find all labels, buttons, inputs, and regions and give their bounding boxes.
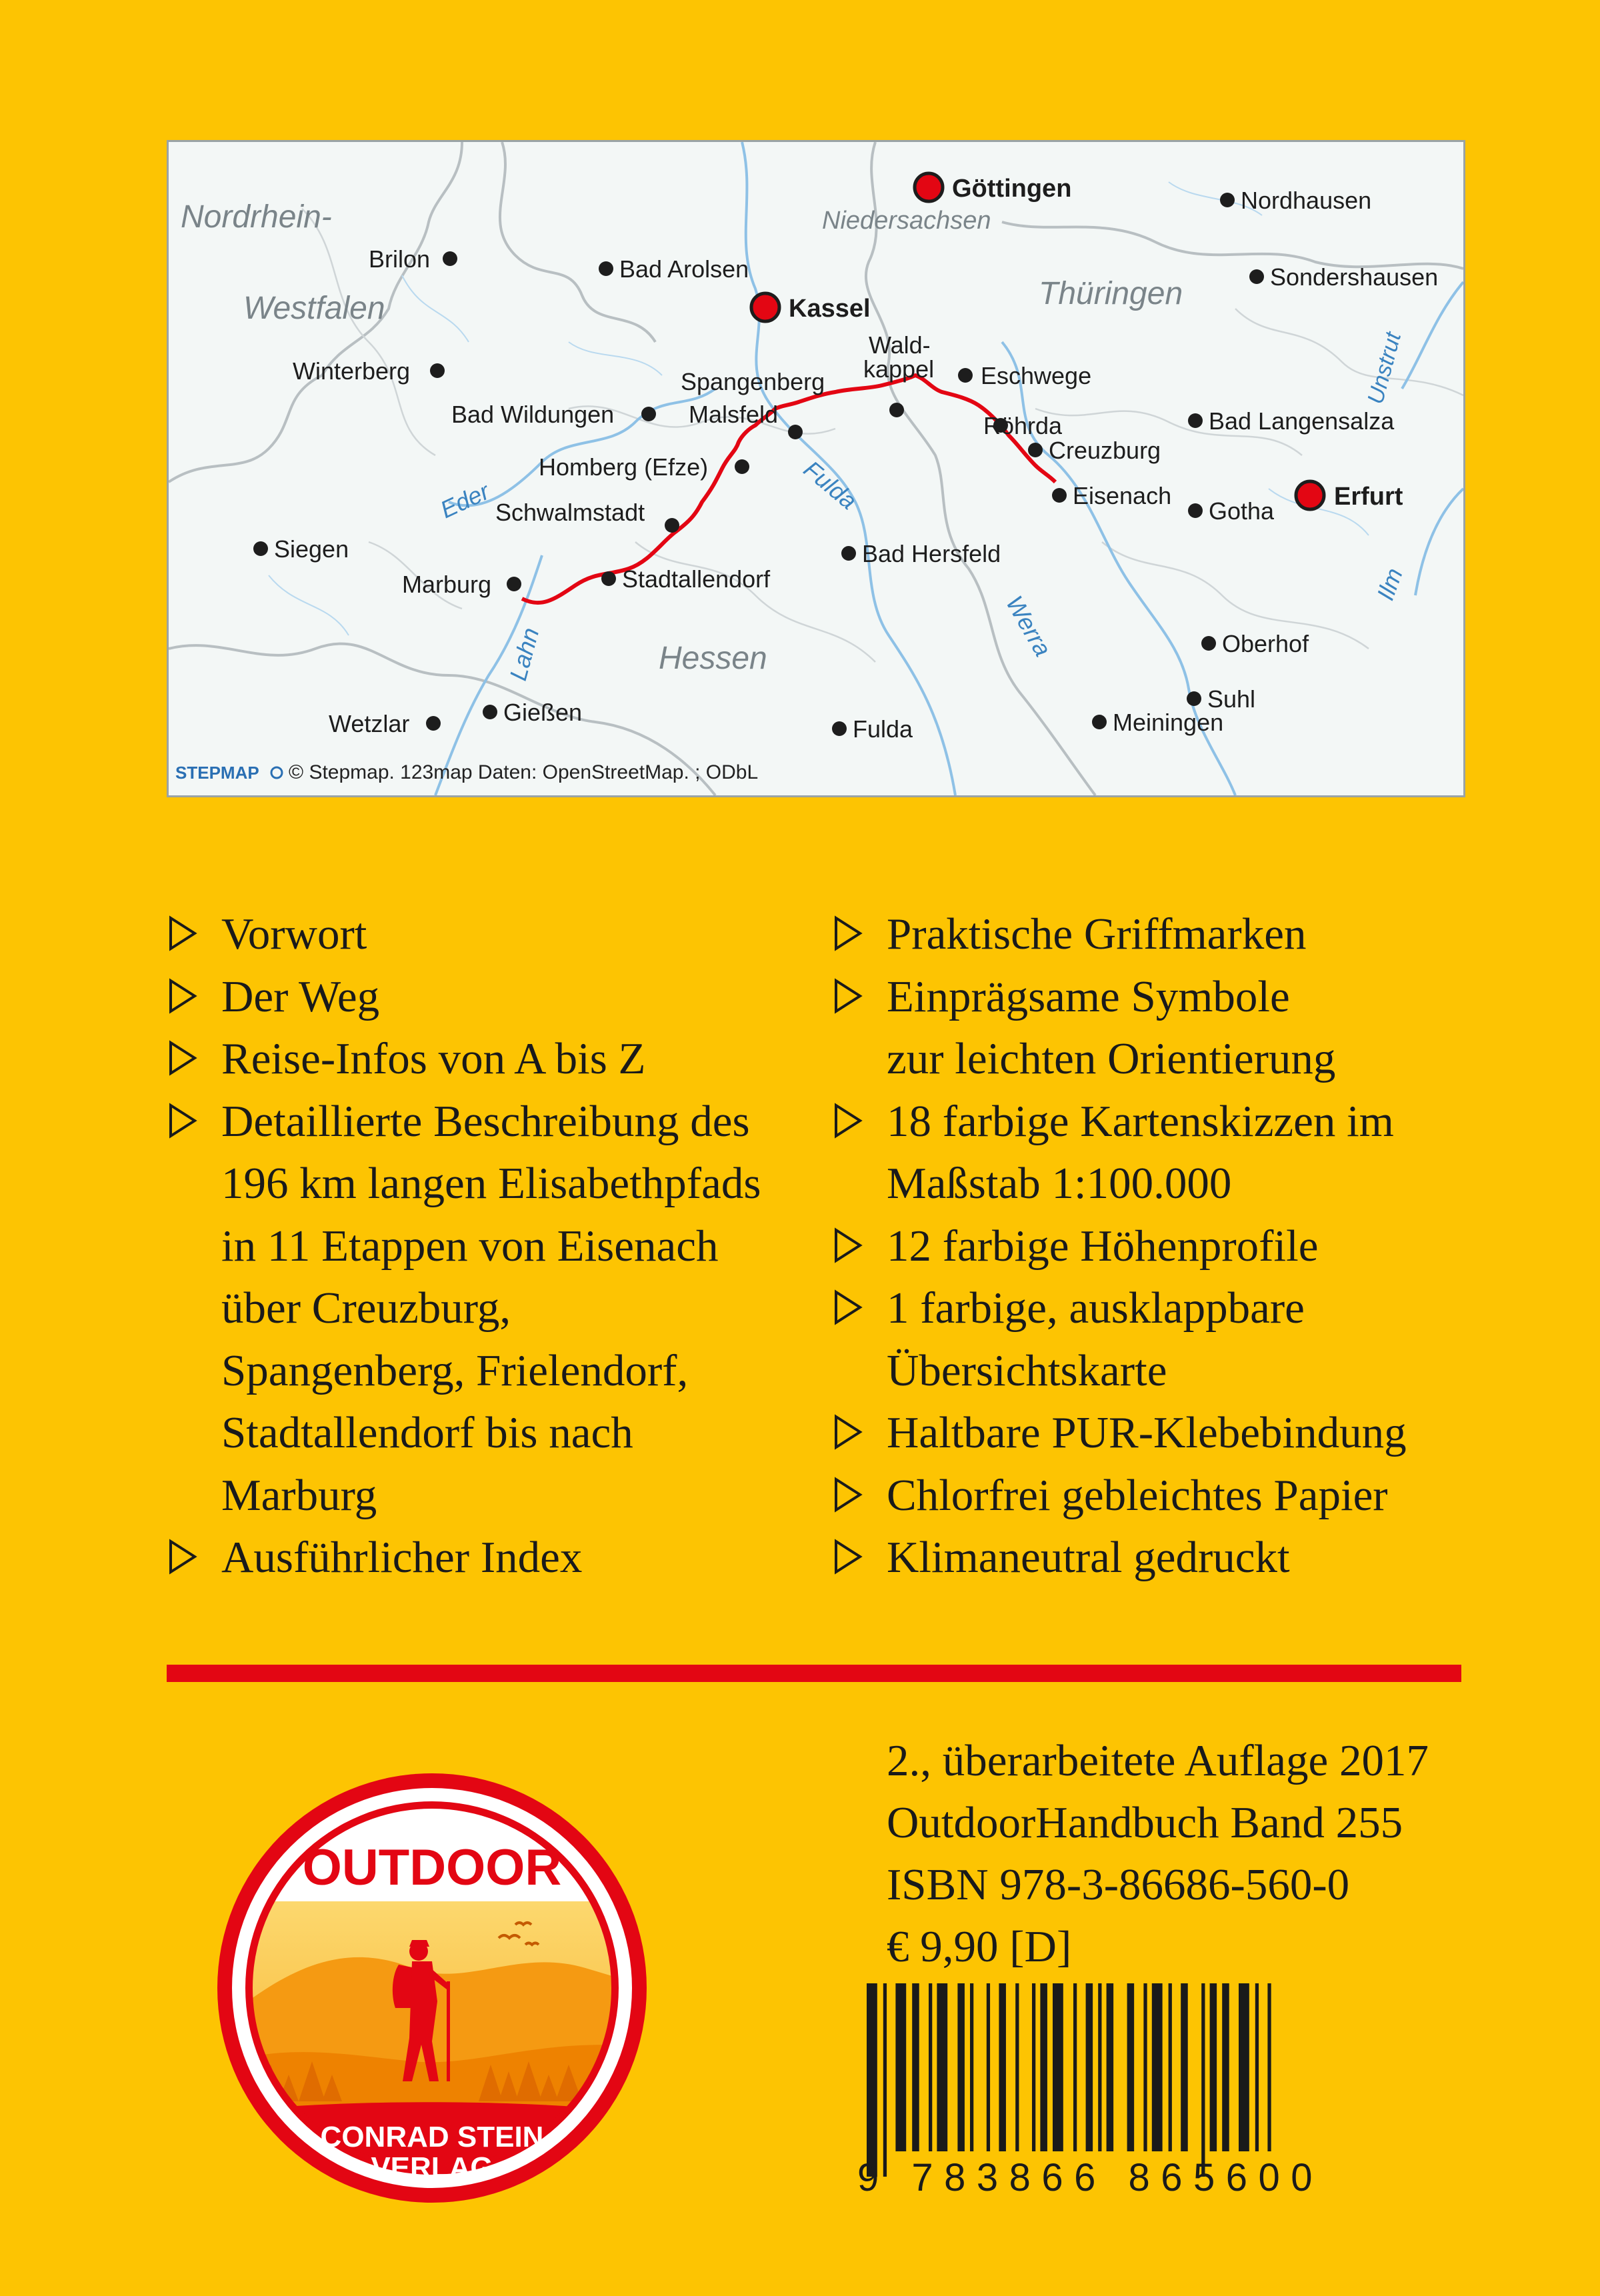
publication-info xyxy=(887,1730,1487,1978)
triangle-bullet-icon xyxy=(168,1103,197,1139)
barcode-bar xyxy=(1053,1983,1063,2151)
red-divider xyxy=(167,1665,1461,1682)
svg-text:Sondershausen: Sondershausen xyxy=(1270,263,1439,291)
list-item: Ausführlicher Index xyxy=(168,1527,835,1589)
svg-text:Creuzburg: Creuzburg xyxy=(1049,437,1161,464)
barcode-bar xyxy=(1032,1983,1035,2151)
barcode-bar xyxy=(1210,1983,1217,2151)
list-item: 18 farbige Kartenskizzen im Maßstab 1:100.000 xyxy=(833,1091,1500,1215)
triangle-bullet-icon xyxy=(168,1040,197,1076)
barcode-bar xyxy=(1143,1983,1147,2151)
svg-text:kappel: kappel xyxy=(863,355,935,383)
edition-line: 2., überarbeitete Auflage 2017 xyxy=(887,1736,1429,1785)
svg-text:Kassel: Kassel xyxy=(789,295,871,323)
badge-title: OUTDOOR xyxy=(302,1839,562,1896)
badge-publisher-line2: VERLAG xyxy=(371,2151,493,2184)
barcode-bar xyxy=(895,1983,906,2151)
list-item: Vorwort xyxy=(168,903,835,966)
barcode-bar xyxy=(1098,1983,1101,2151)
svg-text:Schwalmstadt: Schwalmstadt xyxy=(495,499,645,526)
list-item: 12 farbige Höhenprofile xyxy=(833,1215,1500,1278)
barcode-bar xyxy=(912,1983,919,2151)
barcode-bar xyxy=(1127,1983,1135,2151)
list-item: 1 farbige, ausklappbare Übersichtskarte xyxy=(833,1277,1500,1402)
barcode-bar xyxy=(1086,1983,1093,2151)
triangle-bullet-icon xyxy=(833,1539,863,1575)
svg-text:Göttingen: Göttingen xyxy=(952,175,1072,203)
svg-text:Eschwege: Eschwege xyxy=(981,362,1092,389)
river-label: Eder xyxy=(436,477,494,524)
triangle-bullet-icon xyxy=(833,1227,863,1263)
triangle-bullet-icon xyxy=(833,1477,863,1513)
svg-text:Erfurt: Erfurt xyxy=(1334,483,1403,511)
svg-text:Oberhof: Oberhof xyxy=(1222,630,1309,657)
barcode-bar xyxy=(1073,1983,1077,2151)
list-item: Klimaneutral gedruckt xyxy=(833,1527,1500,1589)
barcode-bar xyxy=(970,1983,973,2151)
region-label: Nordrhein- xyxy=(181,199,332,235)
barcode-bar xyxy=(1169,1983,1172,2151)
region-label: Thüringen xyxy=(1039,276,1183,311)
svg-text:Bad Wildungen: Bad Wildungen xyxy=(451,401,615,428)
svg-text:Fulda: Fulda xyxy=(853,715,913,743)
svg-text:Stadtallendorf: Stadtallendorf xyxy=(622,565,771,593)
triangle-bullet-icon xyxy=(833,1103,863,1139)
barcode-bar xyxy=(987,1983,990,2151)
barcode-bar xyxy=(929,1983,932,2151)
series-line: OutdoorHandbuch Band 255 xyxy=(887,1798,1403,1847)
triangle-bullet-icon xyxy=(833,915,863,951)
barcode-bar xyxy=(937,1983,947,2151)
svg-text:Bad Arolsen: Bad Arolsen xyxy=(619,255,749,283)
barcode-digits: 9 783866 865600 xyxy=(857,2156,1324,2199)
svg-text:Gotha: Gotha xyxy=(1209,497,1275,525)
barcode-bar xyxy=(867,1983,877,2177)
barcode-bar xyxy=(1201,1983,1205,2177)
isbn-line: ISBN 978-3-86686-560-0 xyxy=(887,1860,1350,1909)
svg-text:Marburg: Marburg xyxy=(402,571,492,598)
svg-text:Wald-: Wald- xyxy=(869,331,931,359)
barcode-bar xyxy=(1255,1983,1259,2151)
svg-text:Winterberg: Winterberg xyxy=(293,357,411,385)
list-item: Haltbare PUR-Klebebindung xyxy=(833,1402,1500,1465)
svg-text:Suhl: Suhl xyxy=(1207,685,1256,713)
barcode-bar xyxy=(1107,1983,1114,2151)
svg-text:Wetzlar: Wetzlar xyxy=(329,710,410,737)
price-line: € 9,90 [D] xyxy=(887,1922,1072,1971)
triangle-bullet-icon xyxy=(168,915,197,951)
svg-text:Gießen: Gießen xyxy=(503,699,583,726)
barcode-bar xyxy=(1222,1983,1229,2151)
triangle-bullet-icon xyxy=(833,978,863,1014)
svg-text:© Stepmap. 123map Daten: Open: © Stepmap. 123map Daten: OpenStreetMap. ; ODbL xyxy=(289,761,759,783)
list-item: Chlorfrei gebleichtes Papier xyxy=(833,1465,1500,1527)
svg-text:Nordhausen: Nordhausen xyxy=(1241,187,1372,214)
list-item: Der Weg xyxy=(168,966,835,1029)
list-item: Einprägsame Symbole zur leichten Orientierung xyxy=(833,966,1500,1091)
badge-publisher-line1: CONRAD STEIN xyxy=(320,2121,544,2153)
svg-text:Röhrda: Röhrda xyxy=(983,412,1063,439)
list-item: Detaillierte Beschreibung des 196 km langen Elisabethpfads in 11 Etappen von Eisenach über Creuzburg, Spangenberg, Frielendorf, Stadtallendorf bis nach Marburg xyxy=(168,1091,835,1527)
svg-text:Meiningen: Meiningen xyxy=(1113,709,1224,736)
region-label: Hessen xyxy=(659,641,767,676)
city-erfurt xyxy=(1296,481,1403,511)
svg-text:Spangenberg: Spangenberg xyxy=(681,368,825,395)
city-goettingen xyxy=(915,173,1071,203)
svg-text:STEPMAP: STEPMAP xyxy=(175,763,259,783)
contents-list-left xyxy=(168,903,835,1589)
svg-text:Homberg (Efze): Homberg (Efze) xyxy=(539,453,709,481)
barcode-bar xyxy=(1040,1983,1047,2151)
contents-list-right xyxy=(833,903,1500,1589)
barcode-bar xyxy=(1267,1983,1271,2151)
barcode-bar xyxy=(1239,1983,1249,2151)
map-svg xyxy=(169,142,1463,795)
barcode-bar xyxy=(1181,1983,1188,2151)
svg-text:Siegen: Siegen xyxy=(274,535,349,563)
svg-text:Eisenach: Eisenach xyxy=(1073,482,1172,509)
svg-text:Brilon: Brilon xyxy=(369,245,431,273)
barcode-bar xyxy=(1152,1983,1163,2151)
svg-text:Bad Hersfeld: Bad Hersfeld xyxy=(862,540,1001,567)
barcode-bar xyxy=(957,1983,965,2151)
barcode-bar xyxy=(1015,1983,1019,2151)
region-label: Niedersachsen xyxy=(822,207,991,235)
river-label: Werra xyxy=(1001,591,1057,661)
triangle-bullet-icon xyxy=(833,1289,863,1325)
triangle-bullet-icon xyxy=(168,978,197,1014)
city-kassel xyxy=(751,293,871,323)
overview-map xyxy=(167,140,1465,797)
river-label: Lahn xyxy=(504,625,545,684)
outdoor-badge-logo xyxy=(212,1768,652,2208)
river-label: Fulda xyxy=(798,455,863,515)
triangle-bullet-icon xyxy=(168,1539,197,1575)
river-label: Unstrut xyxy=(1363,329,1407,407)
region-label: Westfalen xyxy=(243,291,385,326)
svg-text:Bad Langensalza: Bad Langensalza xyxy=(1209,407,1395,435)
list-item: Praktische Griffmarken xyxy=(833,903,1500,966)
river-label: Ilm xyxy=(1371,564,1408,604)
barcode-bar xyxy=(883,1983,887,2177)
triangle-bullet-icon xyxy=(833,1414,863,1450)
svg-text:Malsfeld: Malsfeld xyxy=(689,401,779,428)
list-item: Reise-Infos von A bis Z xyxy=(168,1028,835,1091)
barcode-bar xyxy=(999,1983,1006,2151)
